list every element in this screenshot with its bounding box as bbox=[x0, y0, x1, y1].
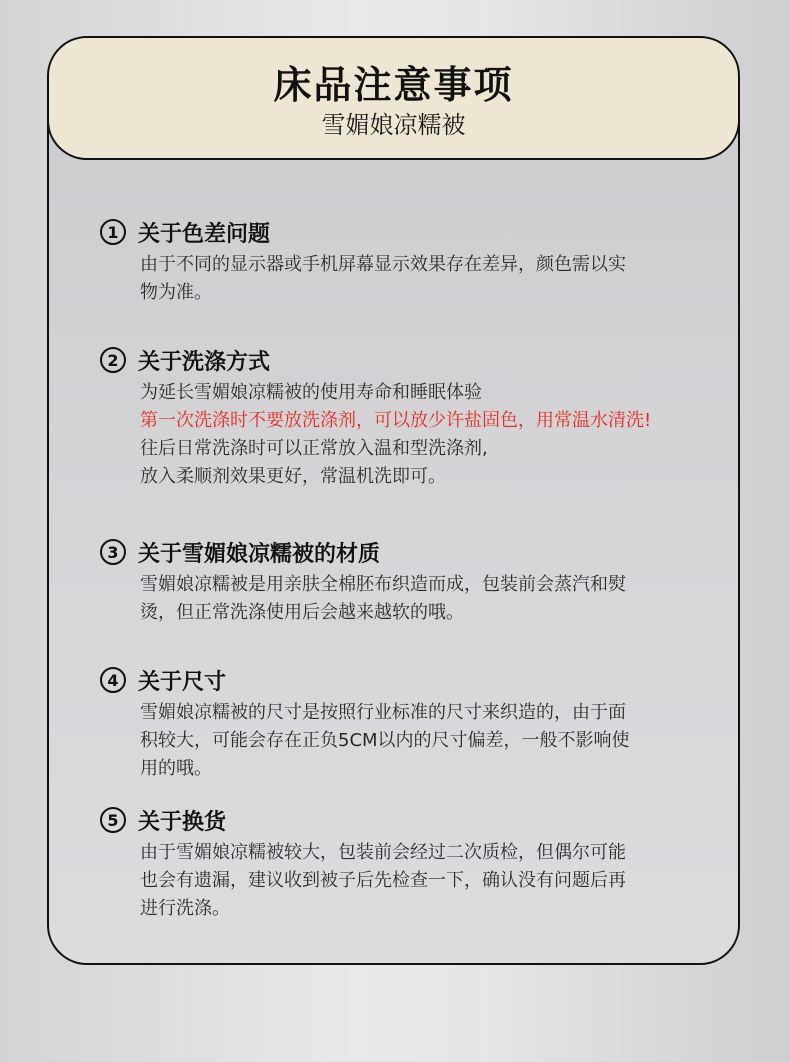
section-color-difference bbox=[100, 217, 700, 307]
section-exchange bbox=[100, 805, 700, 923]
section-title: 关于尺寸 bbox=[138, 669, 227, 695]
body-line: 物为准。 bbox=[140, 282, 212, 303]
section-washing-method bbox=[100, 345, 700, 491]
section-heading bbox=[100, 665, 700, 695]
body-line: 雪媚娘凉糯被是用亲肤全棉胚布织造而成，包装前会蒸汽和熨 bbox=[140, 574, 626, 595]
section-heading bbox=[100, 805, 700, 835]
section-title: 关于色差问题 bbox=[138, 221, 271, 247]
body-line: 积较大，可能会存在正负5CM以内的尺寸偏差，一般不影响使 bbox=[140, 730, 630, 751]
product-subtitle: 雪媚娘凉糯被 bbox=[321, 111, 466, 139]
section-title: 关于洗涤方式 bbox=[138, 349, 271, 375]
section-title: 关于雪媚娘凉糯被的材质 bbox=[138, 541, 381, 567]
card-header bbox=[47, 36, 740, 160]
circled-number-badge: 3 bbox=[100, 539, 126, 565]
circled-number-badge: 1 bbox=[100, 219, 126, 245]
section-heading bbox=[100, 345, 700, 375]
circled-number-badge: 2 bbox=[100, 347, 126, 373]
body-line: 进行洗涤。 bbox=[140, 898, 230, 919]
body-line: 烫，但正常洗涤使用后会越来越软的哦。 bbox=[140, 602, 464, 623]
circled-number-badge: 4 bbox=[100, 667, 126, 693]
body-line: 也会有遗漏，建议收到被子后先检查一下，确认没有问题后再 bbox=[140, 870, 626, 891]
body-line: 为延长雪媚娘凉糯被的使用寿命和睡眠体验 bbox=[140, 382, 482, 403]
section-body bbox=[140, 571, 700, 627]
warning-line: 第一次洗涤时不要放洗涤剂，可以放少许盐固色，用常温水清洗! bbox=[140, 410, 652, 431]
section-title: 关于换货 bbox=[138, 809, 227, 835]
section-material bbox=[100, 537, 700, 627]
section-heading bbox=[100, 537, 700, 567]
body-line: 放入柔顺剂效果更好，常温机洗即可。 bbox=[140, 466, 446, 487]
section-heading bbox=[100, 217, 700, 247]
body-line: 雪媚娘凉糯被的尺寸是按照行业标准的尺寸来织造的，由于面 bbox=[140, 702, 626, 723]
section-body bbox=[140, 379, 700, 491]
body-line: 由于雪媚娘凉糯被较大，包装前会经过二次质检，但偶尔可能 bbox=[140, 842, 626, 863]
body-line: 由于不同的显示器或手机屏幕显示效果存在差异，颜色需以实 bbox=[140, 254, 626, 275]
page-title: 床品注意事项 bbox=[273, 63, 514, 107]
section-body bbox=[140, 699, 700, 783]
body-line: 往后日常洗涤时可以正常放入温和型洗涤剂, bbox=[140, 438, 488, 459]
section-body bbox=[140, 839, 700, 923]
body-line: 用的哦。 bbox=[140, 758, 212, 779]
section-size bbox=[100, 665, 700, 783]
section-body bbox=[140, 251, 700, 307]
circled-number-badge: 5 bbox=[100, 807, 126, 833]
